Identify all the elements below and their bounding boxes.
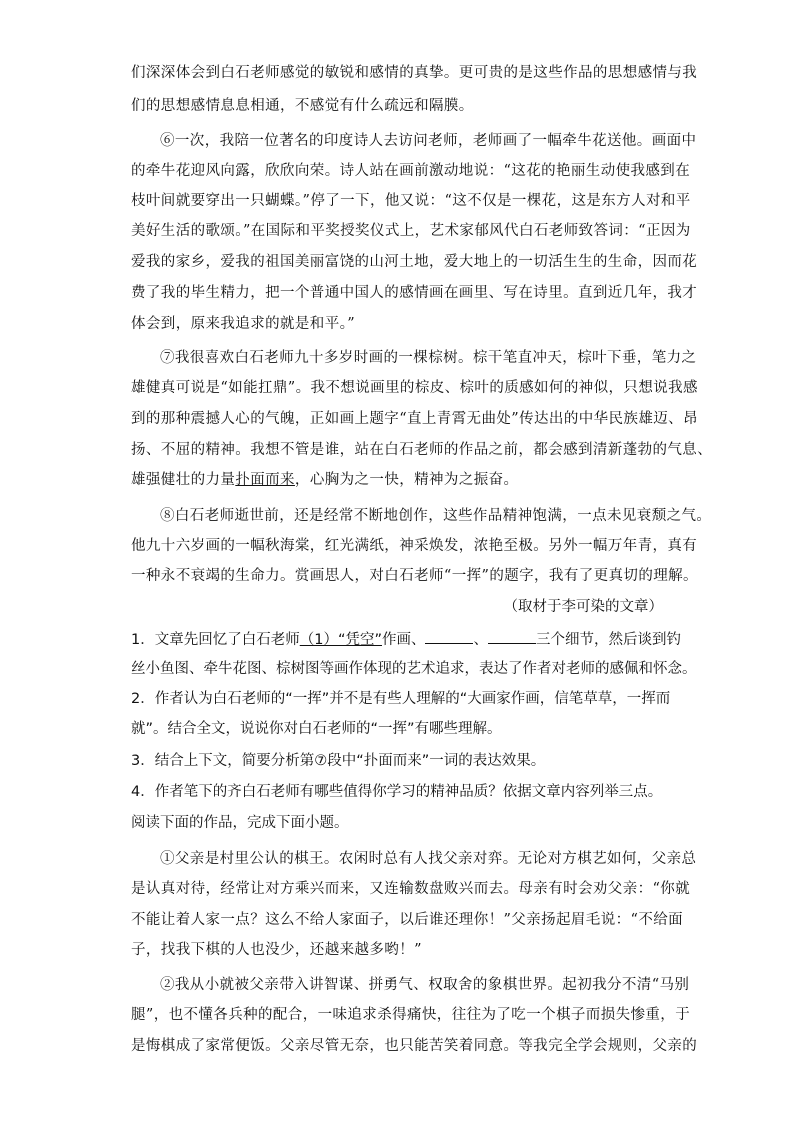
passage1-line-13: 扬、不屈的精神。我想不管是谁，站在白石老师的作品之前，都会感到清新蓬勃的气息、 <box>131 442 713 458</box>
passage1-paragraph-8: ⑧白石老师逝世前，还是经常不断地创作，这些作品精神饱满，一点未见衰颓之气。 <box>160 508 712 524</box>
passage1-line-9: 体会到，原来我追求的就是和平。” <box>131 316 356 332</box>
q1-separator: 、 <box>473 632 488 648</box>
passage1-line-4: 的牵牛花迎风向露，欣欣向荣。诗人站在画前激动地说：“这花的艳丽生动使我感到在 <box>131 163 691 179</box>
underlined-phrase: 扑面而来 <box>235 472 295 488</box>
passage2-paragraph-1: ①父亲是村里公认的棋王。农闲时总有人找父亲对弈。无论对方棋艺如何，父亲总 <box>160 851 697 867</box>
passage2-line-2: 是认真对待，经常让对方乘兴而来，又连输数盘败兴而去。母亲有时会劝父亲：“你就 <box>131 881 691 897</box>
answer-blank-3[interactable] <box>488 629 536 644</box>
passage1-line-8: 费了我的毕生精力，把一个普通中国人的感情画在画里、写在诗里。直到近几年，我才 <box>131 285 698 301</box>
reading-instruction: 阅读下面的作品，完成下面小题。 <box>131 815 349 831</box>
passage1-line-16: 他九十六岁画的一幅秋海棠，红光满纸，神采焕发，浓艳至极。另外一幅万年青，真有 <box>131 538 698 554</box>
passage1-line-5: 枝叶间就要穿出一只蝴蝶。”停了一下，他又说：“这不仅是一棵花，这是东方人对和平 <box>131 193 691 209</box>
question-4: 4．作者笔下的齐白石老师有哪些值得你学习的精神品质？依据文章内容列举三点。 <box>131 784 663 800</box>
question-2-line-1: 2．作者认为白石老师的“一挥”并不是有些人理解的“大画家作画，信笔草草，一挥而 <box>131 691 671 707</box>
question-2-line-2: 就”。结合全文，说说你对白石老师的“一挥”有哪些理解。 <box>131 721 502 737</box>
question-1-line-2: 丝小鱼图、牵牛花图、棕树图等画作体现的艺术追求，表达了作者对老师的感佩和怀念。 <box>131 661 697 677</box>
q1-text-b: 作画、 <box>381 632 426 648</box>
line-14-after: ，心胸为之一快，精神为之振奋。 <box>294 472 519 488</box>
passage1-paragraph-6: ⑥一次，我陪一位著名的印度诗人去访问老师，老师画了一幅牵牛花送他。画面中 <box>160 133 697 149</box>
passage1-line-7: 爱我的家乡，爱我的祖国美丽富饶的山河土地，爱大地上的一切活生生的生命，因而花 <box>131 254 698 270</box>
passage1-line-14 <box>131 470 663 490</box>
passage2-line-7: 是悔棋成了家常便饭。父亲尽管无奈，也只能苦笑着同意。等我完全学会规则，父亲的 <box>131 1038 698 1054</box>
source-attribution: （取材于李可染的文章） <box>503 599 663 615</box>
passage1-line-17: 一种永不衰竭的生命力。赏画思人，对白石老师“一挥”的题字，我有了更真切的理解。 <box>131 568 698 584</box>
question-1-line-1 <box>131 629 681 650</box>
q1-text-c: 三个细节，然后谈到钓 <box>535 632 681 648</box>
passage1-line-1: 们深深体会到白石老师感觉的敏锐和感情的真挚。更可贵的是这些作品的思想感情与我 <box>131 65 698 81</box>
q1-underlined: （1）“凭空” <box>299 632 382 648</box>
passage2-line-3: 不能让着人家一点？这么不给人家面子，以后谁还理你！”父亲扬起眉毛说：“不给面 <box>131 912 684 928</box>
question-3: 3．结合上下文，简要分析第⑦段中“扑面而来”一词的表达效果。 <box>131 753 546 769</box>
passage2-paragraph-2: ②我从小就被父亲带入讲智谋、拼勇气、权取舍的象棋世界。起初我分不清“马别 <box>160 977 690 993</box>
passage1-paragraph-7: ⑦我很喜欢白石老师九十多岁时画的一棵棕树。棕干笔直冲天，棕叶下垂，笔力之 <box>160 350 697 366</box>
q1-text-a: 1．文章先回忆了白石老师 <box>131 632 300 648</box>
passage1-line-12: 到的那种震撼人心的气魄，正如画上题字“直上青霄无曲处”传达出的中华民族雄迈、昂 <box>131 411 698 427</box>
passage2-line-4: 子，找我下棋的人也没少，还越来越多哟！” <box>131 942 422 958</box>
passage1-line-6: 美好生活的歌颂。”在国际和平奖授奖仪式上，艺术家郁风代白石老师致答词：“正因为 <box>131 223 691 239</box>
passage1-line-11: 雄健真可说是“如能扛鼎”。我不想说画里的棕皮、棕叶的质感如何的神似，只想说我感 <box>131 380 698 396</box>
passage1-line-2: 们的思想感情息息相通，不感觉有什么疏远和隔膜。 <box>131 98 474 114</box>
answer-blank-2[interactable] <box>425 629 473 644</box>
passage2-line-6: 腿”，也不懂各兵种的配合，一味追求杀得痛快，往往为了吃一个棋子而损失惨重，于 <box>131 1007 691 1023</box>
line-14-before: 雄强健壮的力量 <box>131 472 236 488</box>
